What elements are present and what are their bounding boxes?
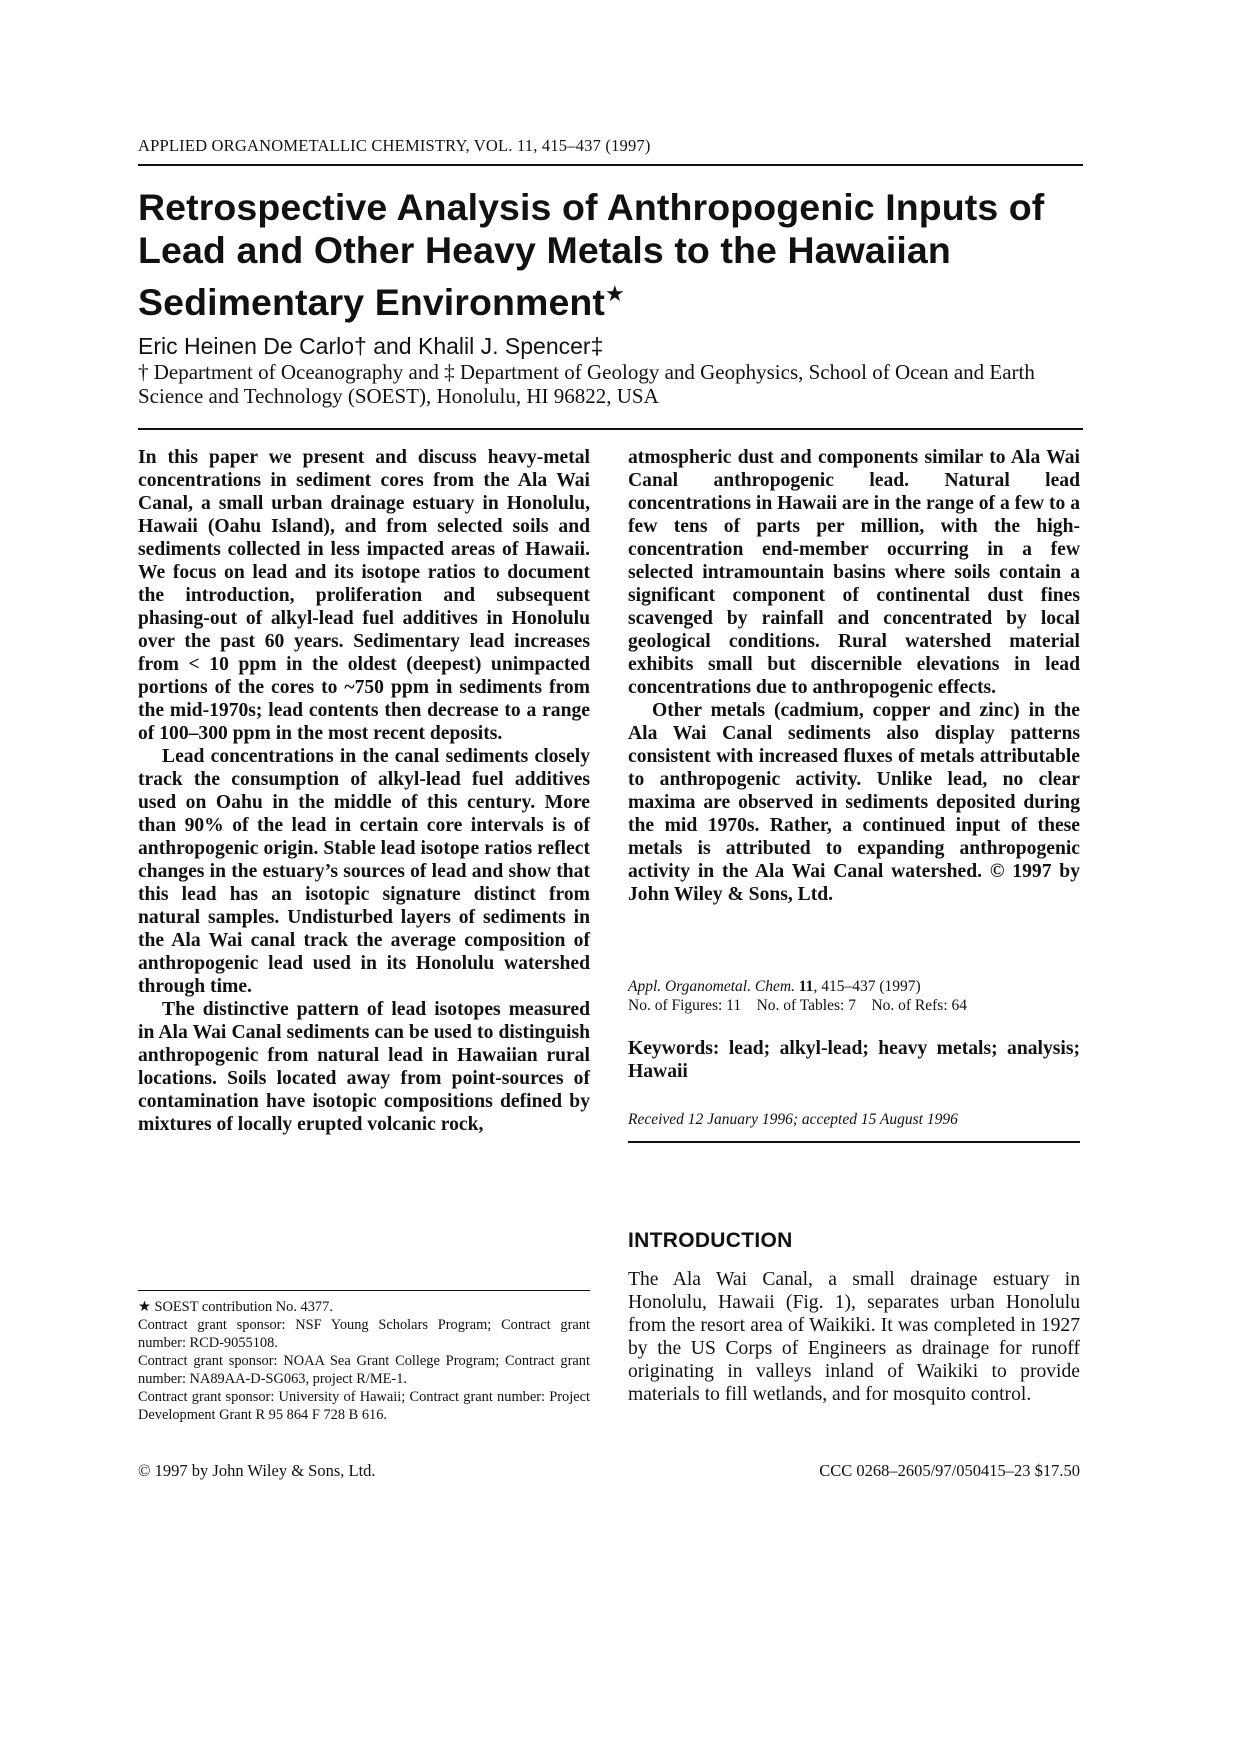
authors: Eric Heinen De Carlo† and Khalil J. Spencer‡ [138,333,604,359]
running-head: APPLIED ORGANOMETALLIC CHEMISTRY, VOL. 11, 415–437 (1997) [138,136,651,155]
affiliation: † Department of Oceanography and ‡ Department of Geology and Geophysics, School of Ocean and Earth Science and Technology (SOEST), Honolulu, HI 96822, USA [138,360,1035,408]
article-title [138,186,1083,324]
citation-volume: 11 [798,978,814,995]
footer-code: CCC 0268–2605/97/050415–23 $17.50 [819,1461,1080,1480]
citation-journal: Appl. Organometal. Chem. [628,978,795,995]
citation-block [628,977,1080,1015]
received-dates: Received 12 January 1996; accepted 15 August 1996 [628,1111,958,1128]
footnotes [138,1298,590,1424]
footnote: ★ SOEST contribution No. 4377. [138,1299,333,1315]
footnote: Contract grant sponsor: University of Hawaii; Contract grant number: Project Development Grant R 95 864 F 728 B 616. [138,1389,590,1423]
keywords: Keywords: lead; alkyl-lead; heavy metals; analysis; Hawaii [628,1038,1080,1082]
abstract-paragraph: In this paper we present and discuss heavy-metal concentrations in sediment cores from the Ala Wai Canal, a small urban drainage estuary in Honolulu, Hawaii (Oahu Island), and from selected soils and sediments collected in less impacted areas of Hawaii. We focus on lead and its isotope ratios to document the introduction, proliferation and subsequent phasing-out of alkyl-lead fuel additives in Honolulu over the past 60 years. Sedimentary lead increases from < 10 ppm in the oldest (deepest) unimpacted portions of the cores to ~750 ppm in sediments from the mid-1970s; lead contents then decrease to a range of 100–300 ppm in the most recent deposits. [138,447,590,744]
header-rule [138,164,1083,166]
section-heading-introduction: INTRODUCTION [628,1229,793,1252]
abstract-bottom-rule [628,1141,1080,1143]
title-star-icon: ★ [605,281,625,306]
introduction-text: The Ala Wai Canal, a small drainage estuary in Honolulu, Hawaii (Fig. 1), separates urban Honolulu from the resort area of Waikiki. It was completed in 1927 by the US Corps of Engineers as drainage for runoff originating in valleys inland of Waikiki to provide materials to fill wetlands, and for mosquito control. [628,1269,1080,1405]
footnote: Contract grant sponsor: NOAA Sea Grant College Program; Contract grant number: NA89AA-D-SG063, project R/ME-1. [138,1353,590,1387]
abstract-paragraph: The distinctive pattern of lead isotopes measured in Ala Wai Canal sediments can be used to distinguish anthropogenic from natural lead in Hawaiian rural locations. Soils located away from point-sources of contamination have isotopic compositions defined by mixtures of locally erupted volcanic rock, [138,999,590,1135]
citation-counts: No. of Figures: 11 No. of Tables: 7 No. of Refs: 64 [628,997,968,1014]
abstract-paragraph: Lead concentrations in the canal sediments closely track the consumption of alkyl-lead fuel additives used on Oahu in the middle of this century. More than 90% of the lead in certain core intervals is of anthropogenic origin. Stable lead isotope ratios reflect changes in the estuary’s sources of lead and show that this lead has an isotopic signature distinct from natural samples. Undisturbed layers of sediments in the Ala Wai canal track the average composition of anthropogenic lead used in its Honolulu watershed through time. [138,746,590,997]
footnote-rule [138,1290,590,1291]
footer-copyright: © 1997 by John Wiley & Sons, Ltd. [138,1461,376,1480]
citation-pages: , 415–437 (1997) [813,978,921,995]
footnote: Contract grant sponsor: NSF Young Scholars Program; Contract grant number: RCD-9055108. [138,1317,590,1351]
citation-line [628,977,1080,996]
abstract-paragraph: Other metals (cadmium, copper and zinc) in the Ala Wai Canal sediments also display patterns consistent with increased fluxes of metals attributable to anthropogenic activity. Unlike lead, no clear maxima are observed in sediments deposited during the mid 1970s. Rather, a continued input of these metals is attributed to expanding anthropogenic activity in the Ala Wai Canal watershed. © 1997 by John Wiley & Sons, Ltd. [628,700,1080,905]
title-text: Retrospective Analysis of Anthropogenic Inputs of Lead and Other Heavy Metals to the Hawaiian Sedimentary Environment [138,186,1045,323]
abstract-right-column [628,446,1080,906]
abstract-left-column [138,446,590,1136]
abstract-top-rule [138,428,1083,430]
abstract-paragraph: atmospheric dust and components similar to Ala Wai Canal anthropogenic lead. Natural lead concentrations in Hawaii are in the range of a few to a few tens of parts per million, with the high-concentration end-member occurring in a few selected intramountain basins where soils contain a significant component of continental dust fines scavenged by rainfall and concentrated by local geological conditions. Rural watershed material exhibits small but discernible elevations in lead concentrations due to anthropogenic effects. [628,447,1080,698]
